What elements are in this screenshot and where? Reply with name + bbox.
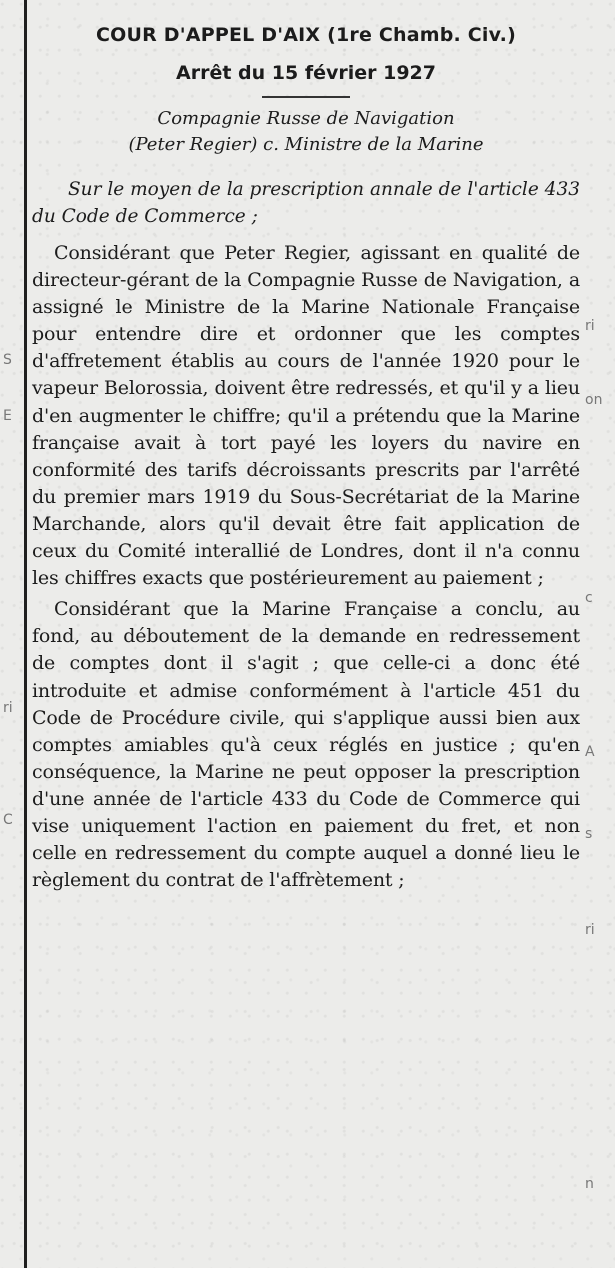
right-fragment: s (585, 826, 593, 842)
paragraph: Considérant que la Marine Française a conclu, au fond, au déboutement de la demande en redressement de comptes dont il s'agit ; que celle-ci a donc été introduite et admise conformément à l'article 451 du Code de Procédure civile, qui s'applique aussi bien aux comptes amiables qu'à ceux réglés en justice ; qu'en conséquence, la Marine ne peut opposer la prescription d'une année de l'article 433 du Code de Commerce qui vise uniquement l'action en paiement du fret, et non celle en redressement du compte auquel a donné lieu le règlement du contrat de l'affrètement ; (32, 598, 580, 892)
moyen-heading: Sur le moyen de la prescription annale de l'article 433 du Code de Commerce ; (32, 179, 580, 227)
right-fragment: ri (585, 318, 595, 334)
left-fragment: E (3, 408, 12, 424)
right-margin-fragments (585, 0, 613, 1268)
heading-divider (262, 96, 350, 98)
right-fragment: ri (585, 922, 595, 938)
right-fragment: c (585, 590, 593, 606)
right-fragment: n (585, 1176, 594, 1192)
column-rule (24, 0, 27, 1268)
article-column (32, 22, 580, 894)
parties-line-1: Compagnie Russe de Navigation (157, 108, 455, 129)
paragraph: Considérant que Peter Regier, agissant en qualité de directeur-gérant de la Compagnie Russe de Navigation, a assigné le Ministre de la Marine Nationale Française pour entendre dire et ordonner que les comptes d'affretement établis au cours de l'année 1920 pour le vapeur Belorossia, doivent être redressés, et qu'il y a lieu d'en augmenter le chiffre; qu'il a prétendu que la Marine française avait à tort payé les loyers du navire en conformité des tarifs décroissants prescrits par l'arrêté du premier mars 1919 du Sous-Secrétariat de la Marine Marchande, alors qu'il devait être fait application de ceux du Comité interallié de Londres, dont il n'a connu les chiffres exacts que postérieurement au paiement ; (32, 242, 580, 590)
right-fragment: on (585, 392, 603, 408)
case-parties (32, 106, 580, 158)
decision-date: Arrêt du 15 février 1927 (176, 62, 436, 84)
left-margin-fragments (3, 0, 21, 1268)
left-fragment: C (3, 812, 13, 828)
left-fragment: ri (3, 700, 13, 716)
court-heading: COUR D'APPEL D'AIX (1re Chamb. Civ.) (96, 24, 516, 46)
parties-line-2: (Peter Regier) c. Ministre de la Marine (128, 134, 484, 155)
left-fragment: S (3, 352, 12, 368)
right-fragment: A (585, 744, 595, 760)
